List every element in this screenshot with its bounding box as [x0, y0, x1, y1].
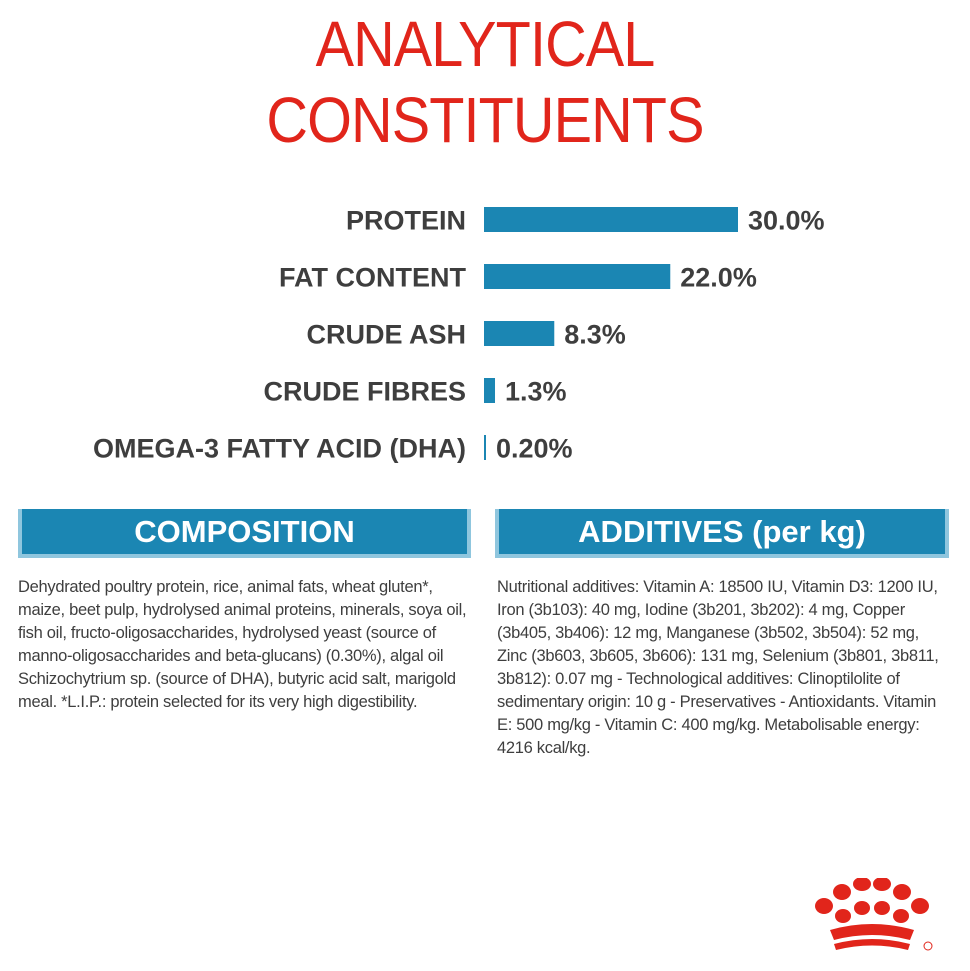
composition-text: Dehydrated poultry protein, rice, animal fats, wheat gluten*, maize, beet pulp, hydrolysed animal proteins, minerals, soya oil, fish oil, fructo-oligosaccharides, hydrolysed yeast (source of manno-oligosaccharides and beta-glucans) (0.30%), algal oil Schizochytrium sp. (source of DHA), butyric acid salt, marigold meal. *L.I.P.: protein selected for its very high digestibility.: [18, 578, 467, 711]
bar: [484, 435, 486, 460]
category-label: FAT CONTENT: [279, 262, 466, 293]
value-label: 0.20%: [496, 433, 573, 464]
category-label: PROTEIN: [345, 205, 466, 236]
value-label: 1.3%: [505, 376, 567, 407]
bar: [484, 321, 554, 346]
category-label: CRUDE FIBRES: [263, 376, 466, 407]
additives-text: Nutritional additives: Vitamin A: 18500 IU, Vitamin D3: 1200 IU, Iron (3b103): 40 mg, Iodine (3b201, 3b202): 4 mg, Copper (3b405, 3b406): 12 mg, Manganese (3b502, 3b504): 52 mg, Zinc (3b603, 3b605, 3b606): 131 mg, Selenium (3b801, 3b811, 3b812): 0.07 mg - Technological additives: Clinoptilolite of sedimentary origin: 10 g - Preservatives - Antioxidants. Vitamin E: 500 mg/kg - Vitamin C: 400 mg/kg. Metabolisable energy: 4216 kcal/kg.: [497, 578, 939, 757]
royal-crown-icon: [810, 878, 950, 958]
additives-header: [495, 509, 949, 558]
bar: [484, 378, 495, 403]
value-label: 30.0%: [748, 205, 825, 236]
value-label: 8.3%: [564, 319, 626, 350]
value-label: 22.0%: [680, 262, 757, 293]
bar: [484, 264, 670, 289]
composition-header: [18, 509, 471, 558]
additives-header-label: ADDITIVES (per kg): [578, 513, 866, 549]
category-label: CRUDE ASH: [306, 319, 466, 350]
analytical-constituents-chart: [0, 0, 970, 480]
composition-header-label: COMPOSITION: [134, 513, 355, 549]
category-label: OMEGA-3 FATTY ACID (DHA): [93, 433, 466, 464]
title-line-1: ANALYTICAL: [315, 8, 655, 80]
bar: [484, 207, 738, 232]
title-line-2: CONSTITUENTS: [266, 84, 704, 156]
